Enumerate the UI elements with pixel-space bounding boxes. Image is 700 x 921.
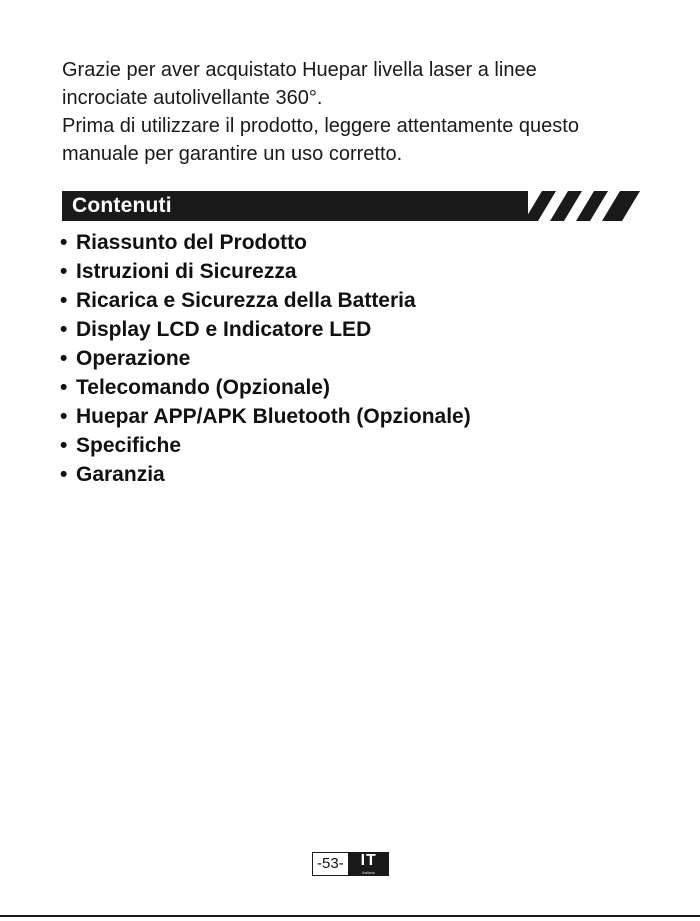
contents-item xyxy=(60,373,471,402)
contents-item xyxy=(60,431,471,460)
contents-item-label: Telecomando (Opzionale) xyxy=(76,376,330,399)
stripe-shape xyxy=(550,191,582,221)
bullet-icon: • xyxy=(60,231,68,254)
bullet-icon: • xyxy=(60,318,68,341)
bullet-icon: • xyxy=(60,434,68,457)
contents-item xyxy=(60,402,471,431)
contents-item-label: Ricarica e Sicurezza della Batteria xyxy=(76,289,416,312)
page-number: -53- xyxy=(312,852,349,876)
bottom-rule xyxy=(0,915,700,917)
contents-header-bar xyxy=(62,191,528,221)
language-badge xyxy=(349,852,389,876)
stripe-shape xyxy=(524,191,556,221)
contents-item-label: Operazione xyxy=(76,347,191,370)
bullet-icon: • xyxy=(60,289,68,312)
contents-item-label: Riassunto del Prodotto xyxy=(76,231,307,254)
contents-item xyxy=(60,228,471,257)
bullet-icon: • xyxy=(60,347,68,370)
intro-line: incrociate autolivellante 360°. xyxy=(62,87,323,109)
bullet-icon: • xyxy=(60,463,68,486)
contents-item xyxy=(60,257,471,286)
contents-item xyxy=(60,344,471,373)
page-footer xyxy=(312,852,389,876)
intro-text xyxy=(62,56,662,168)
stripe-shape xyxy=(576,191,608,221)
contents-title: Contenuti xyxy=(72,194,172,217)
stripes-decoration xyxy=(524,191,640,221)
bullet-icon: • xyxy=(60,405,68,428)
contents-item-label: Huepar APP/APK Bluetooth (Opzionale) xyxy=(76,405,471,428)
contents-item-label: Display LCD e Indicatore LED xyxy=(76,318,372,341)
contents-list xyxy=(60,228,471,489)
intro-line: Prima di utilizzare il prodotto, leggere attentamente questo xyxy=(62,115,579,137)
language-code: IT xyxy=(360,852,377,869)
stripe-shape xyxy=(602,191,640,221)
contents-item xyxy=(60,460,471,489)
contents-item-label: Specifiche xyxy=(76,434,182,457)
language-name: Italiano xyxy=(362,870,376,875)
contents-item xyxy=(60,315,471,344)
contents-item-label: Istruzioni di Sicurezza xyxy=(76,260,297,283)
bullet-icon: • xyxy=(60,260,68,283)
intro-line: manuale per garantire un uso corretto. xyxy=(62,143,403,165)
bullet-icon: • xyxy=(60,376,68,399)
intro-line: Grazie per aver acquistato Huepar livella laser a linee xyxy=(62,59,537,81)
contents-item xyxy=(60,286,471,315)
contents-item-label: Garanzia xyxy=(76,463,165,486)
